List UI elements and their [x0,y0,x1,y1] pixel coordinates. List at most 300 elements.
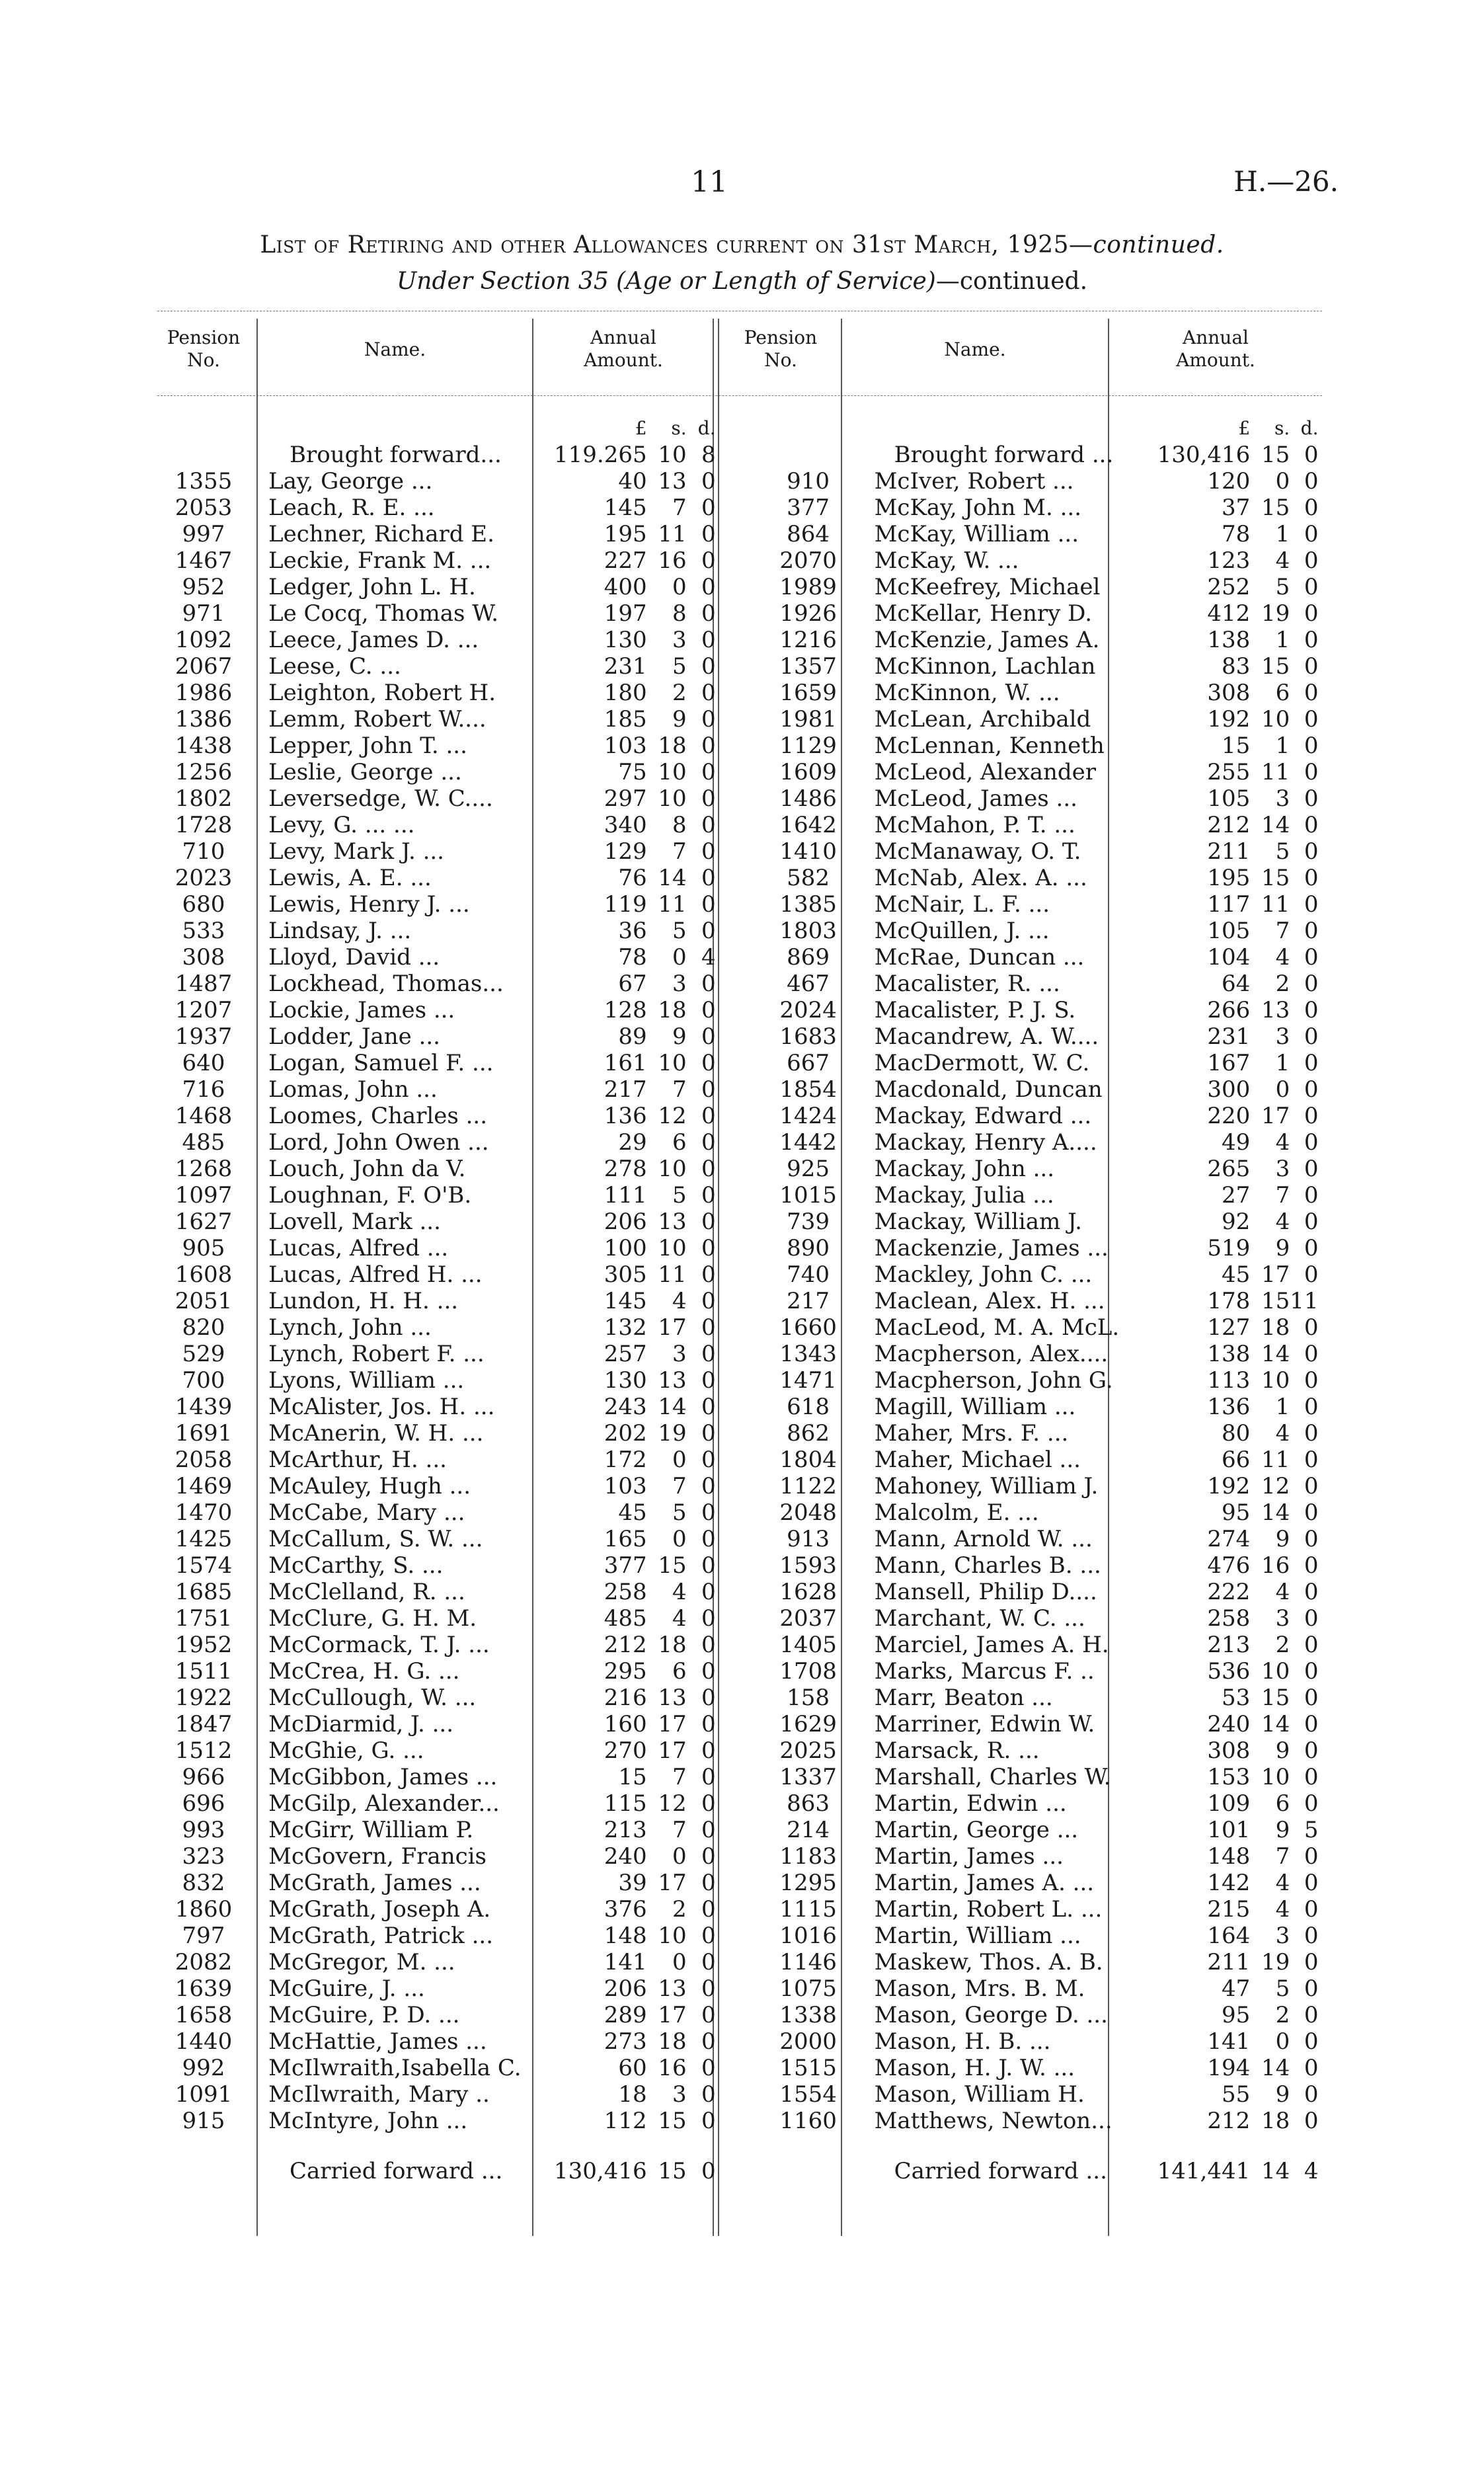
amount-shillings: 5 [672,918,687,944]
amount-pence: 0 [1304,1975,1319,2002]
amount-pence: 0 [701,1579,716,1605]
pension-number: 1802 [175,785,233,812]
unit-shillings: s. [671,417,687,439]
amount-pounds: 123 [1207,547,1251,574]
table-row [151,1975,1318,2002]
pensioner-name: Lloyd, David ... [268,944,440,971]
amount-pence: 0 [701,2081,716,2108]
pensioner-name: Lucas, Alfred H. ... [268,1261,483,1288]
table-row [151,1870,1318,1896]
pensioner-name: McIntyre, John ... [268,2108,468,2134]
pensioner-name: Lepper, John T. ... [268,733,467,759]
pension-number: 997 [182,521,225,547]
title-main: List of Retiring and other Allowances current on 31st March, 1925— [260,231,1093,259]
amount-shillings: 2 [1275,2002,1290,2028]
amount-pence: 0 [1304,838,1319,865]
pensioner-name: McKay, W. ... [874,547,1019,574]
amount-shillings: 9 [1275,1526,1290,1552]
amount-shillings: 1 [1275,627,1290,653]
table-row [151,785,1318,812]
pensioner-name: Lovell, Mark ... [268,1209,441,1235]
amount-pence: 0 [1304,944,1319,971]
pensioner-name: McLean, Archibald [874,706,1091,733]
amount-pounds: 195 [1207,865,1251,891]
amount-pence: 0 [701,1711,716,1737]
pensioner-name: Maher, Michael ... [874,1447,1081,1473]
amount-pence: 0 [701,2002,716,2028]
pension-number: 1440 [175,2028,233,2055]
pensioner-name: Mansell, Philip D.... [874,1579,1097,1605]
pension-number: 2058 [175,1447,233,1473]
amount-pence: 0 [701,971,716,997]
amount-pounds: 104 [1207,944,1251,971]
amount-pounds: 78 [618,944,647,971]
pension-number: 710 [182,838,225,865]
amount-shillings: 16 [658,547,687,574]
amount-pence: 0 [701,891,716,918]
amount-pence: 0 [701,1076,716,1103]
table-row [151,1156,1318,1182]
amount-pounds: 29 [618,1129,647,1156]
amount-pence: 0 [1304,1632,1319,1658]
pensioner-name: McNair, L. F. ... [874,891,1050,918]
table-row [151,521,1318,547]
pension-number: 308 [182,944,225,971]
amount-shillings: 7 [672,838,687,865]
amount-pence: 0 [701,2028,716,2055]
pensioner-name: Logan, Samuel F. ... [268,1050,494,1076]
amount-pence: 0 [1304,1209,1319,1235]
amount-pounds: 400 [604,574,647,600]
pension-number: 1608 [175,1261,233,1288]
amount-pounds: 95 [1221,2002,1251,2028]
pensioner-name: Mason, H. B. ... [874,2028,1051,2055]
pension-number: 1937 [175,1023,233,1050]
table-row [151,1896,1318,1923]
amount-pence: 0 [701,1235,716,1261]
pensioner-name: Mann, Charles B. ... [874,1552,1101,1579]
amount-pence: 0 [701,1552,716,1579]
amount-pence: 0 [701,1023,716,1050]
amount-pence: 0 [701,1341,716,1367]
amount-pounds: 142 [1207,1870,1251,1896]
amount-shillings: 17 [658,1737,687,1764]
amount-pounds: 273 [604,2028,647,2055]
table-row [151,1685,1318,1711]
amount-shillings: 5 [672,1499,687,1526]
amount-pence: 11 [1290,1288,1319,1314]
pension-number: 1685 [175,1579,233,1605]
unit-pence: d. [697,417,716,439]
pensioner-name: Levy, G. ... ... [268,812,415,838]
pension-number: 1183 [779,1843,837,1870]
header-pension-line2: No. [764,349,797,371]
pensioner-name: McKeefrey, Michael [874,574,1101,600]
amount-pounds: 115 [604,1790,647,1817]
header-pension-line2: No. [187,349,220,371]
amount-shillings: 7 [1275,918,1290,944]
amount-shillings: 11 [658,1261,687,1288]
amount-shillings: 15 [658,2108,687,2134]
amount-shillings: 7 [672,1764,687,1790]
amount-shillings: 11 [658,891,687,918]
pensioner-name: Mackley, John C. ... [874,1261,1093,1288]
pensioner-name: Martin, James ... [874,1843,1064,1870]
amount-pounds: 66 [1221,1447,1251,1473]
amount-pence: 0 [1304,1076,1319,1103]
pension-number: 1425 [175,1526,233,1552]
amount-shillings: 16 [658,2055,687,2081]
pension-number: 1256 [175,759,233,785]
carried-forward-shillings: 15 [658,2158,687,2184]
amount-pounds: 75 [618,759,647,785]
amount-shillings: 19 [658,1420,687,1447]
table-row [151,944,1318,971]
table-row [151,1050,1318,1076]
amount-shillings: 1 [1275,1050,1290,1076]
pension-number: 2037 [779,1605,837,1632]
amount-pounds: 165 [604,1526,647,1552]
amount-pence: 0 [701,1209,716,1235]
pensioner-name: Mackay, Edward ... [874,1103,1092,1129]
amount-pounds: 240 [1207,1711,1251,1737]
amount-shillings: 0 [1275,1076,1290,1103]
amount-shillings: 4 [1275,1129,1290,1156]
pension-number: 1467 [175,547,233,574]
amount-pence: 0 [1304,2002,1319,2028]
amount-pence: 0 [1304,1367,1319,1394]
amount-pence: 0 [701,1790,716,1817]
pensioner-name: Leece, James D. ... [268,627,479,653]
amount-shillings: 10 [1261,1658,1290,1685]
table-row [151,1182,1318,1209]
pension-number: 862 [787,1420,830,1447]
pensioner-name: Lewis, Henry J. ... [268,891,470,918]
amount-shillings: 11 [658,521,687,547]
table-row [151,838,1318,865]
amount-pence: 0 [701,1447,716,1473]
amount-pence: 0 [1304,1658,1319,1685]
pensioner-name: Loughnan, F. O'B. [268,1182,472,1209]
amount-pounds: 145 [604,495,647,521]
amount-pence: 0 [1304,1499,1319,1526]
amount-shillings: 4 [1275,944,1290,971]
amount-shillings: 10 [1261,1367,1290,1394]
page-subtitle [0,268,1484,295]
amount-pounds: 100 [604,1235,647,1261]
pension-number: 217 [787,1288,830,1314]
amount-pence: 0 [701,865,716,891]
table-row [151,600,1318,627]
header-name-right: Name. [944,338,1006,360]
amount-pounds: 141 [1207,2028,1251,2055]
amount-pounds: 36 [618,918,647,944]
pensioner-name: McIlwraith, Mary .. [268,2081,490,2108]
amount-pence: 0 [701,627,716,653]
amount-pence: 0 [701,1182,716,1209]
amount-pounds: 485 [604,1605,647,1632]
table-row [151,1843,1318,1870]
pensioner-name: Martin, James A. ... [874,1870,1095,1896]
amount-pounds: 15 [618,1764,647,1790]
table-row [151,1261,1318,1288]
table-row [151,468,1318,495]
amount-pence: 0 [1304,1156,1319,1182]
page-title [0,231,1484,259]
pensioner-name: Loomes, Charles ... [268,1103,488,1129]
pension-number: 832 [182,1870,225,1896]
pensioner-name: Martin, George ... [874,1817,1079,1843]
pension-number: 952 [182,574,225,600]
page-number: 11 [691,165,728,199]
amount-shillings: 15 [1261,1685,1290,1711]
amount-pence: 0 [701,521,716,547]
table-row [151,918,1318,944]
amount-pounds: 297 [604,785,647,812]
amount-pounds: 240 [604,1843,647,1870]
units-row [151,415,1318,442]
table-row [151,1129,1318,1156]
amount-pence: 0 [701,495,716,521]
amount-shillings: 18 [658,997,687,1023]
table-row [151,1209,1318,1235]
pensioner-name: McKellar, Henry D. [874,600,1093,627]
pension-number: 2082 [175,1949,233,1975]
amount-pence: 0 [701,1129,716,1156]
amount-pence: 0 [1304,1552,1319,1579]
amount-shillings: 10 [658,785,687,812]
pensioner-name: Marks, Marcus F. .. [874,1658,1095,1685]
pension-number: 1986 [175,680,233,706]
pension-number: 1926 [779,600,837,627]
amount-pence: 0 [1304,1182,1319,1209]
amount-shillings: 7 [672,1473,687,1499]
amount-pounds: 113 [1207,1367,1251,1394]
table-row [151,971,1318,997]
amount-pounds: 220 [1207,1103,1251,1129]
pension-number: 1129 [779,733,837,759]
pension-number: 1751 [175,1605,233,1632]
amount-pounds: 476 [1207,1552,1251,1579]
subtitle-tail: —continued. [935,268,1088,295]
amount-shillings: 1 [1275,733,1290,759]
header-pension-no [151,327,256,372]
amount-pence: 0 [1304,2055,1319,2081]
pensioner-name: Lynch, John ... [268,1314,432,1341]
amount-pounds: 141 [604,1949,647,1975]
header-annual-amount [534,327,713,372]
amount-pence: 0 [1304,1790,1319,1817]
amount-pence: 0 [701,1632,716,1658]
amount-pounds: 212 [1207,2108,1251,2134]
pensioner-name: McClure, G. H. M. [268,1605,477,1632]
amount-pence: 0 [701,574,716,600]
amount-pence: 0 [1304,812,1319,838]
amount-pence: 0 [701,1870,716,1896]
amount-pounds: 45 [618,1499,647,1526]
amount-shillings: 2 [1275,971,1290,997]
amount-pounds: 78 [1221,521,1251,547]
pension-number: 1860 [175,1896,233,1923]
amount-pounds: 132 [604,1314,647,1341]
amount-pounds: 109 [1207,1790,1251,1817]
amount-shillings: 14 [1261,1499,1290,1526]
amount-shillings: 8 [672,600,687,627]
table-row [151,997,1318,1023]
table-row [151,812,1318,838]
amount-pence: 0 [1304,759,1319,785]
pension-number: 966 [182,1764,225,1790]
pensioner-name: McGirr, William P. [268,1817,474,1843]
pensioner-name: McHattie, James ... [268,2028,487,2055]
pensioner-name: Malcolm, E. ... [874,1499,1039,1526]
amount-shillings: 1 [1275,1394,1290,1420]
amount-pence: 0 [1304,2028,1319,2055]
header-annual-line2: Amount. [1176,349,1255,371]
amount-pence: 0 [1304,1341,1319,1367]
pension-number: 1627 [175,1209,233,1235]
allowances-table [151,415,1318,2184]
amount-shillings: 4 [1275,1209,1290,1235]
pensioner-name: McGibbon, James ... [268,1764,498,1790]
pension-number: 1357 [779,653,837,680]
pensioner-name: McCullough, W. ... [268,1685,477,1711]
amount-shillings: 10 [658,1235,687,1261]
amount-pounds: 340 [604,812,647,838]
subtitle-section: Under Section 35 (Age or Length of Service) [396,268,936,295]
pension-number: 667 [787,1050,830,1076]
amount-shillings: 10 [1261,706,1290,733]
table-row [151,547,1318,574]
brought-forward-label: Brought forward... [290,442,502,468]
pension-number: 533 [182,918,225,944]
table-row [151,1341,1318,1367]
pension-number: 820 [182,1314,225,1341]
amount-pence: 0 [701,1526,716,1552]
document-code: H.—26. [1233,165,1339,198]
pension-number: 1424 [779,1103,837,1129]
pensioner-name: McKinnon, W. ... [874,680,1060,706]
amount-pounds: 258 [604,1579,647,1605]
amount-shillings: 11 [1261,891,1290,918]
amount-pounds: 117 [1207,891,1251,918]
amount-pounds: 76 [618,865,647,891]
amount-pounds: 153 [1207,1764,1251,1790]
amount-pounds: 45 [1221,1261,1251,1288]
amount-pounds: 377 [604,1552,647,1579]
table-row [151,2002,1318,2028]
amount-pounds: 211 [1207,838,1251,865]
amount-shillings: 17 [658,1870,687,1896]
pensioner-name: McGregor, M. ... [268,1949,455,1975]
pension-number: 716 [182,1076,225,1103]
pension-number: 529 [182,1341,225,1367]
pension-number: 1439 [175,1394,233,1420]
pension-number: 1115 [779,1896,837,1923]
pension-number: 1337 [779,1764,837,1790]
pension-number: 158 [787,1685,830,1711]
amount-shillings: 6 [1275,1790,1290,1817]
pensioner-name: Leach, R. E. ... [268,495,435,521]
amount-shillings: 10 [658,1156,687,1182]
amount-shillings: 18 [658,2028,687,2055]
pension-number: 1922 [175,1685,233,1711]
pensioner-name: McQuillen, J. ... [874,918,1050,944]
table-row [151,1764,1318,1790]
carried-forward-pence: 4 [1304,2158,1319,2184]
amount-shillings: 9 [1275,1235,1290,1261]
amount-shillings: 3 [1275,1156,1290,1182]
amount-pence: 0 [1304,1870,1319,1896]
amount-pounds: 89 [618,1023,647,1050]
amount-shillings: 18 [1261,1314,1290,1341]
pension-number: 1092 [175,627,233,653]
amount-shillings: 4 [1275,547,1290,574]
amount-shillings: 0 [1275,2028,1290,2055]
pension-number: 1952 [175,1632,233,1658]
brought-forward-row [151,442,1318,468]
amount-pounds: 222 [1207,1579,1251,1605]
amount-pence: 0 [1304,1447,1319,1473]
pension-number: 696 [182,1790,225,1817]
amount-pence: 0 [701,997,716,1023]
pensioner-name: Louch, John da V. [268,1156,466,1182]
pension-number: 1854 [779,1076,837,1103]
pensioner-name: Martin, William ... [874,1923,1081,1949]
table-row [151,733,1318,759]
amount-shillings: 14 [1261,812,1290,838]
amount-pounds: 178 [1207,1288,1251,1314]
amount-pounds: 145 [604,1288,647,1314]
amount-pence: 0 [1304,1737,1319,1764]
table-row [151,2081,1318,2108]
pensioner-name: Marriner, Edwin W. [874,1711,1095,1737]
table-row [151,1447,1318,1473]
table-row [151,627,1318,653]
amount-pounds: 148 [1207,1843,1251,1870]
amount-pence: 0 [701,1605,716,1632]
amount-pence: 0 [701,1896,716,1923]
pensioner-name: Mahoney, William J. [874,1473,1099,1499]
carried-forward-pounds: 141,441 [1157,2158,1251,2184]
pensioner-name: McAlister, Jos. H. ... [268,1394,495,1420]
amount-pounds: 192 [1207,1473,1251,1499]
amount-shillings: 10 [658,1923,687,1949]
pensioner-name: McAuley, Hugh ... [268,1473,471,1499]
amount-pence: 0 [701,1737,716,1764]
amount-shillings: 10 [658,759,687,785]
amount-pounds: 412 [1207,600,1251,627]
amount-pounds: 127 [1207,1314,1251,1341]
pension-number: 1511 [175,1658,233,1685]
pension-number: 1659 [779,680,837,706]
amount-shillings: 1 [1275,521,1290,547]
pensioner-name: Mason, Mrs. B. M. [874,1975,1085,2002]
amount-pounds: 211 [1207,1949,1251,1975]
amount-pence: 0 [1304,1394,1319,1420]
pensioner-name: McGrath, James ... [268,1870,481,1896]
amount-shillings: 3 [672,1341,687,1367]
pensioner-name: Maher, Mrs. F. ... [874,1420,1069,1447]
amount-pence: 0 [1304,1473,1319,1499]
amount-shillings: 4 [672,1579,687,1605]
pension-number: 993 [182,1817,225,1843]
amount-pounds: 105 [1207,918,1251,944]
pension-number: 1405 [779,1632,837,1658]
pensioner-name: Macalister, P. J. S. [874,997,1076,1023]
amount-shillings: 11 [1261,1447,1290,1473]
amount-pence: 0 [701,468,716,495]
